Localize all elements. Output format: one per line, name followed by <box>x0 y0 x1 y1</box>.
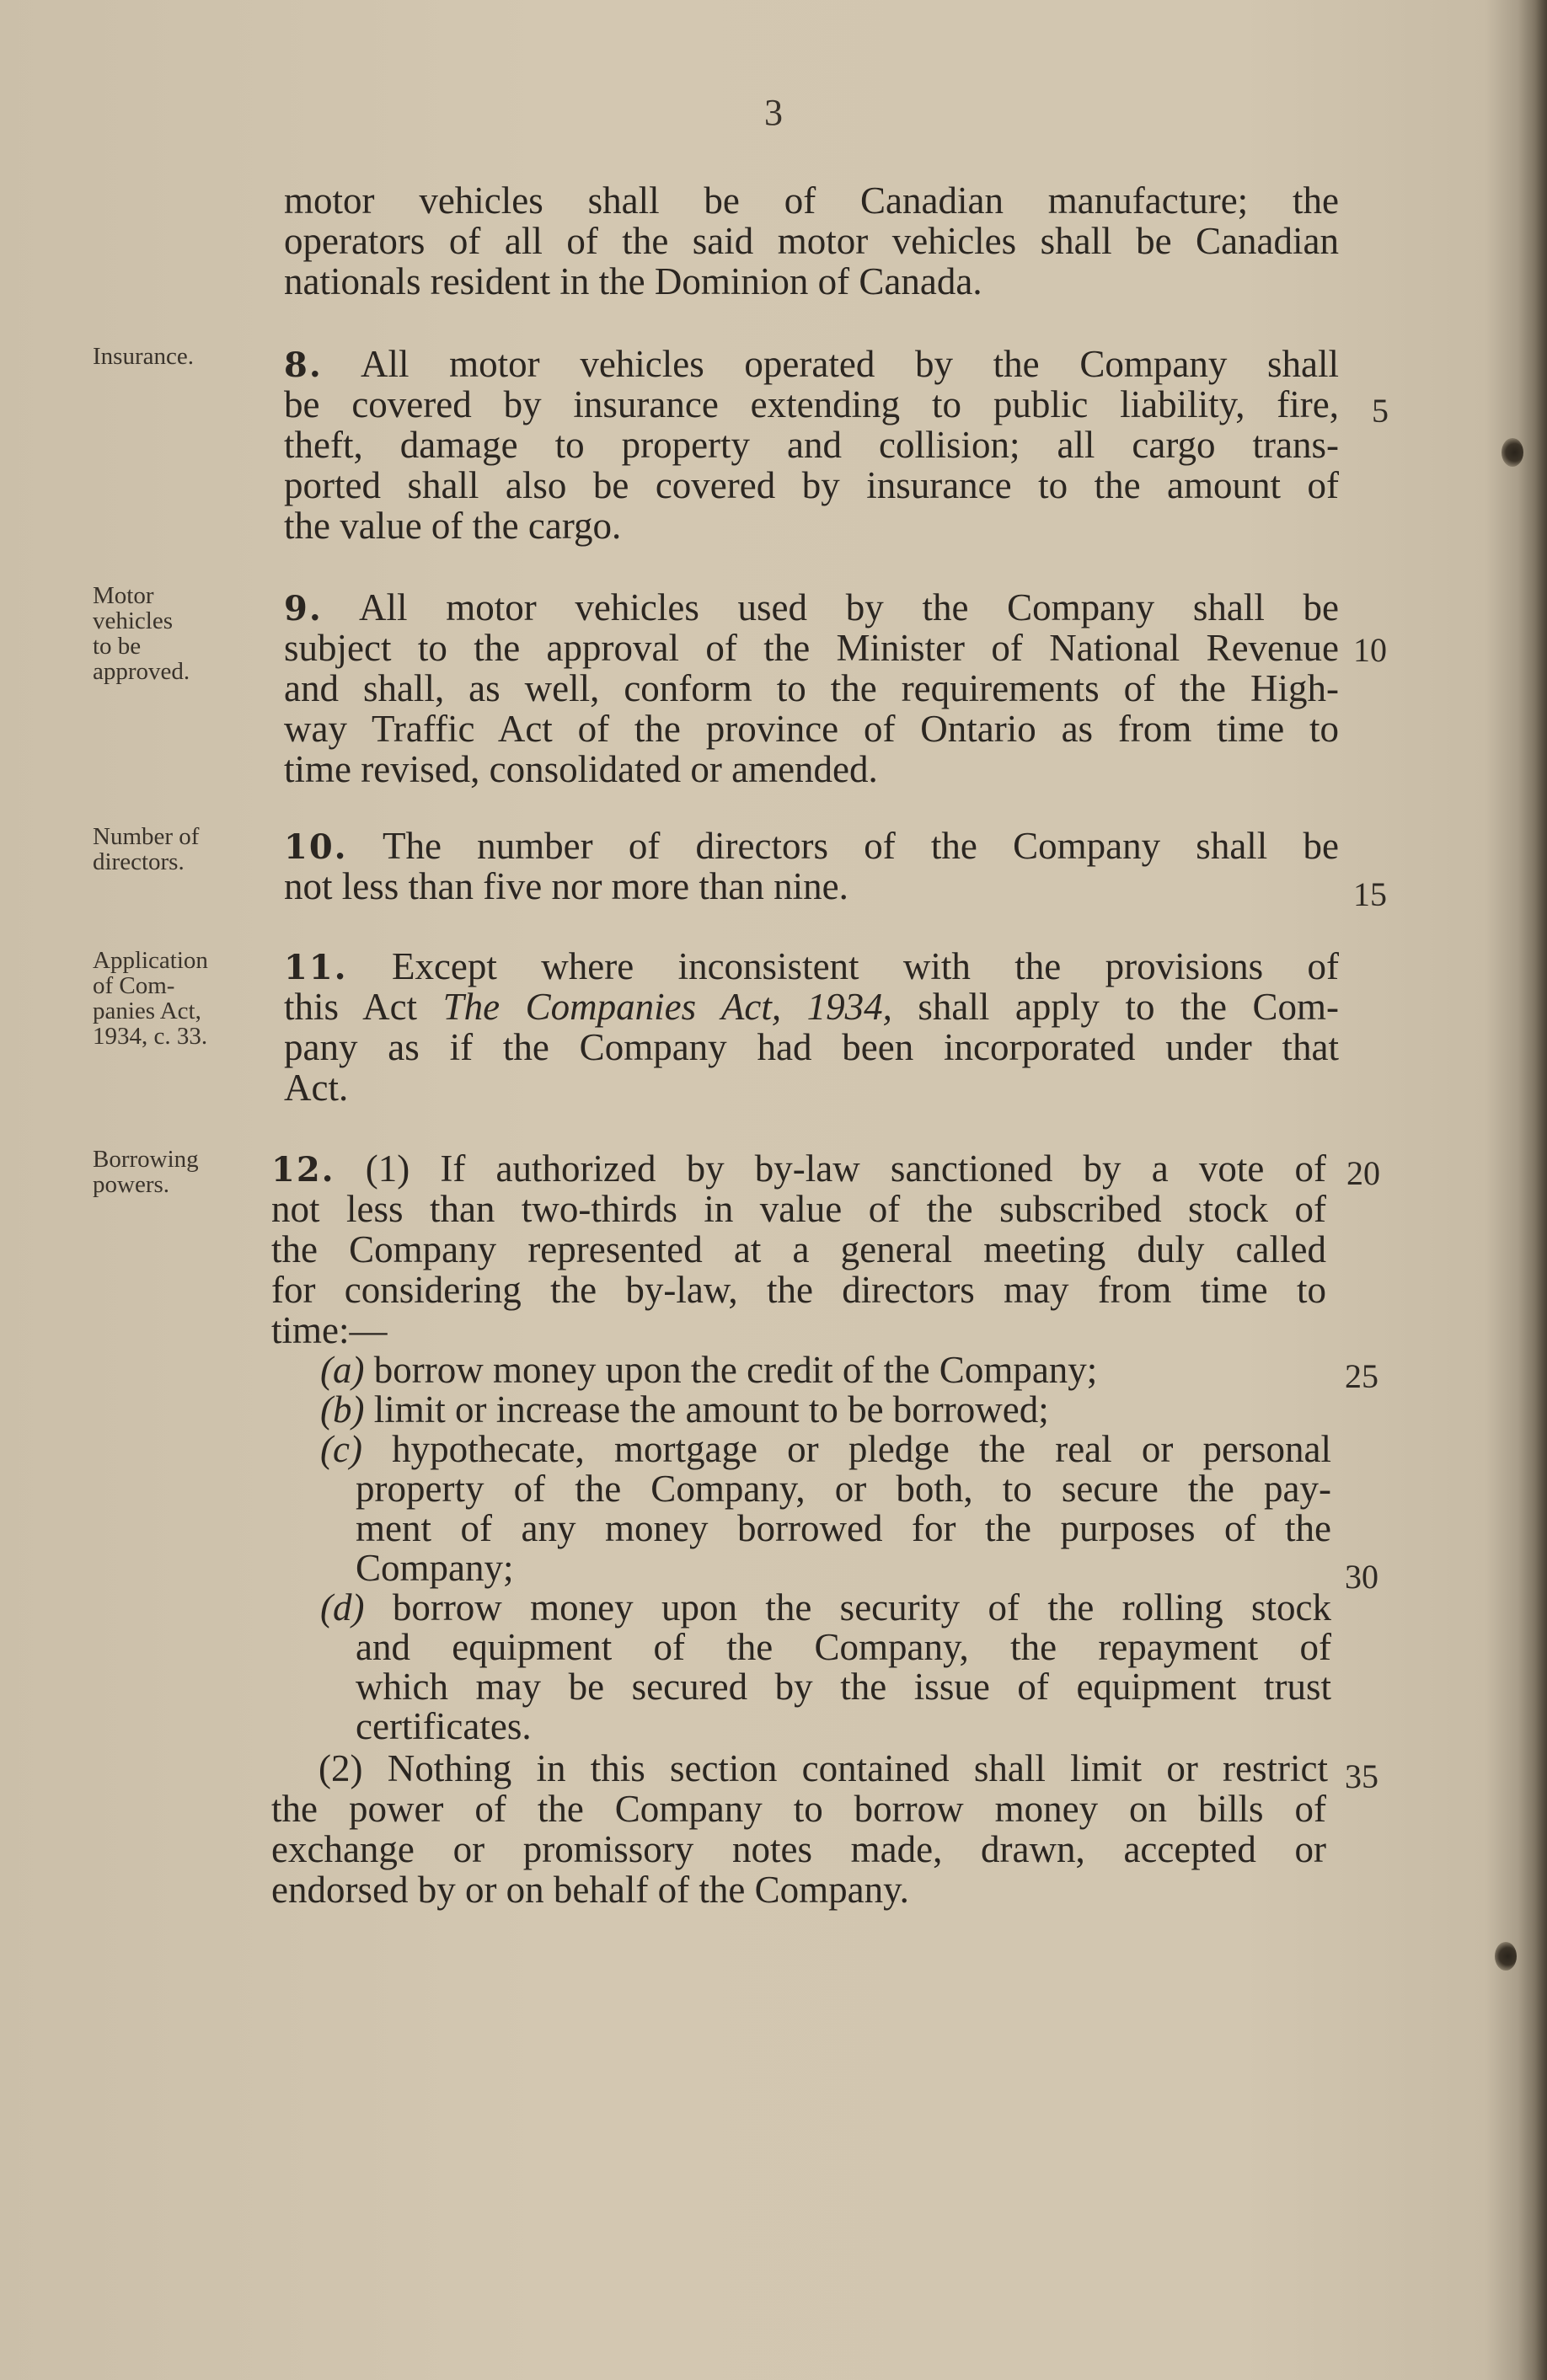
line-number: 30 <box>1345 1558 1378 1596</box>
marginal-note-motor-vehicles <box>93 583 261 684</box>
marginal-note-line: Motor <box>93 582 154 609</box>
clause-text: borrow money upon the credit of the Company; <box>364 1349 1098 1391</box>
section-12-line <box>271 1148 1326 1190</box>
line-number: 25 <box>1345 1357 1378 1395</box>
body-line: property of the Company, or both, to secure the pay- <box>356 1468 1331 1510</box>
line-number: 10 <box>1353 631 1387 669</box>
section-number: 8. <box>284 345 323 385</box>
body-line: certificates. <box>356 1705 532 1747</box>
body-line: endorsed by or on behalf of the Company. <box>271 1869 909 1911</box>
marginal-note-line: powers. <box>93 1171 170 1198</box>
marginal-note-directors <box>93 824 261 874</box>
marginal-note-line: of Com- <box>93 972 175 999</box>
section-11-line <box>284 946 1339 988</box>
clause-label: (a) <box>320 1349 365 1391</box>
section-text: (1) If authorized by by-law sanctioned by a vote of <box>365 1147 1326 1190</box>
binding-hole-lower <box>1495 1942 1517 1971</box>
marginal-note-line: panies Act, <box>93 997 201 1024</box>
marginal-note-line: Application <box>93 947 208 974</box>
body-line: not less than five nor more than nine. <box>284 865 848 907</box>
section-text: this Act <box>284 986 443 1028</box>
body-line: ment of any money borrowed for the purposes of the <box>356 1507 1331 1549</box>
line-number: 35 <box>1345 1757 1378 1795</box>
clause-label: (c) <box>320 1428 362 1470</box>
page-edge-shadow <box>1518 0 1547 2380</box>
line-number: 5 <box>1372 392 1389 430</box>
line-number: 20 <box>1346 1154 1380 1192</box>
clause-a <box>320 1350 1331 1390</box>
clause-b <box>320 1389 1331 1430</box>
clause-text: hypothecate, mortgage or pledge the real or personal <box>361 1428 1331 1470</box>
body-line: Company; <box>356 1547 514 1589</box>
body-line: way Traffic Act of the province of Ontario as from time to <box>284 708 1339 750</box>
section-9-line <box>284 587 1339 629</box>
body-line: not less than two-thirds in value of the subscribed stock of <box>271 1188 1326 1230</box>
section-number: 9. <box>284 589 323 628</box>
section-number: 12. <box>271 1150 335 1190</box>
section-11-line <box>284 987 1339 1027</box>
body-line: Act. <box>284 1067 349 1109</box>
body-line: (2) Nothing in this section contained shall limit or restrict <box>318 1747 1328 1789</box>
section-text: shall apply to the Com- <box>891 986 1339 1028</box>
marginal-note-line: Number of <box>93 823 200 850</box>
section-text: The number of directors of the Company shall be <box>383 825 1339 867</box>
body-line: the power of the Company to borrow money on bills of <box>271 1788 1326 1830</box>
act-title: The Companies Act, 1934, <box>442 986 892 1028</box>
clause-d <box>320 1587 1331 1628</box>
body-line: and equipment of the Company, the repayment of <box>356 1626 1331 1668</box>
body-line: for considering the by-law, the directors may from time to <box>271 1269 1326 1311</box>
body-line: nationals resident in the Dominion of Canada. <box>284 260 982 302</box>
body-line: pany as if the Company had been incorporated under that <box>284 1026 1339 1068</box>
clause-text: limit or increase the amount to be borrowed; <box>364 1388 1049 1431</box>
marginal-note-line: 1934, c. 33. <box>93 1023 208 1050</box>
body-line: exchange or promissory notes made, drawn, accepted or <box>271 1828 1326 1870</box>
body-line: ported shall also be covered by insurance to the amount of <box>284 464 1339 506</box>
section-number: 11. <box>284 948 348 987</box>
body-line: subject to the approval of the Minister of National Revenue <box>284 627 1339 669</box>
marginal-note-line: Borrowing <box>93 1146 199 1173</box>
marginal-note-line: to be <box>93 633 142 660</box>
clause-text: borrow money upon the security of the rolling stock <box>364 1586 1331 1629</box>
body-line: motor vehicles shall be of Canadian manufacture; the <box>284 179 1339 222</box>
section-10-line <box>284 826 1339 868</box>
body-line: theft, damage to property and collision; all cargo trans- <box>284 424 1339 466</box>
marginal-note-line: directors. <box>93 848 185 875</box>
marginal-note-insurance <box>93 344 261 369</box>
marginal-note-borrowing <box>93 1147 261 1197</box>
section-8-line <box>284 344 1339 386</box>
body-line: operators of all of the said motor vehicles shall be Canadian <box>284 220 1339 262</box>
body-line: the value of the cargo. <box>284 505 622 547</box>
section-text: All motor vehicles used by the Company shall be <box>359 586 1339 628</box>
clause-label: (d) <box>320 1586 365 1629</box>
marginal-note-line: Insurance. <box>93 343 194 370</box>
section-number: 10. <box>284 827 348 867</box>
line-number: 15 <box>1353 875 1387 913</box>
body-line: which may be secured by the issue of equipment trust <box>356 1666 1331 1708</box>
body-line: be covered by insurance extending to public liability, fire, <box>284 383 1339 425</box>
page-number: 3 <box>764 92 783 133</box>
marginal-note-companies-act <box>93 948 261 1049</box>
binding-hole-upper <box>1502 438 1523 467</box>
section-text: Except where inconsistent with the provisions of <box>391 945 1340 987</box>
marginal-note-line: approved. <box>93 658 190 685</box>
body-line: time revised, consolidated or amended. <box>284 748 878 790</box>
body-line: the Company represented at a general meeting duly called <box>271 1228 1326 1270</box>
body-line: and shall, as well, conform to the requirements of the High- <box>284 667 1339 709</box>
body-line: time:— <box>271 1309 388 1351</box>
clause-c <box>320 1429 1331 1469</box>
marginal-note-line: vehicles <box>93 607 174 634</box>
section-text: All motor vehicles operated by the Company shall <box>360 343 1339 385</box>
clause-label: (b) <box>320 1388 365 1431</box>
